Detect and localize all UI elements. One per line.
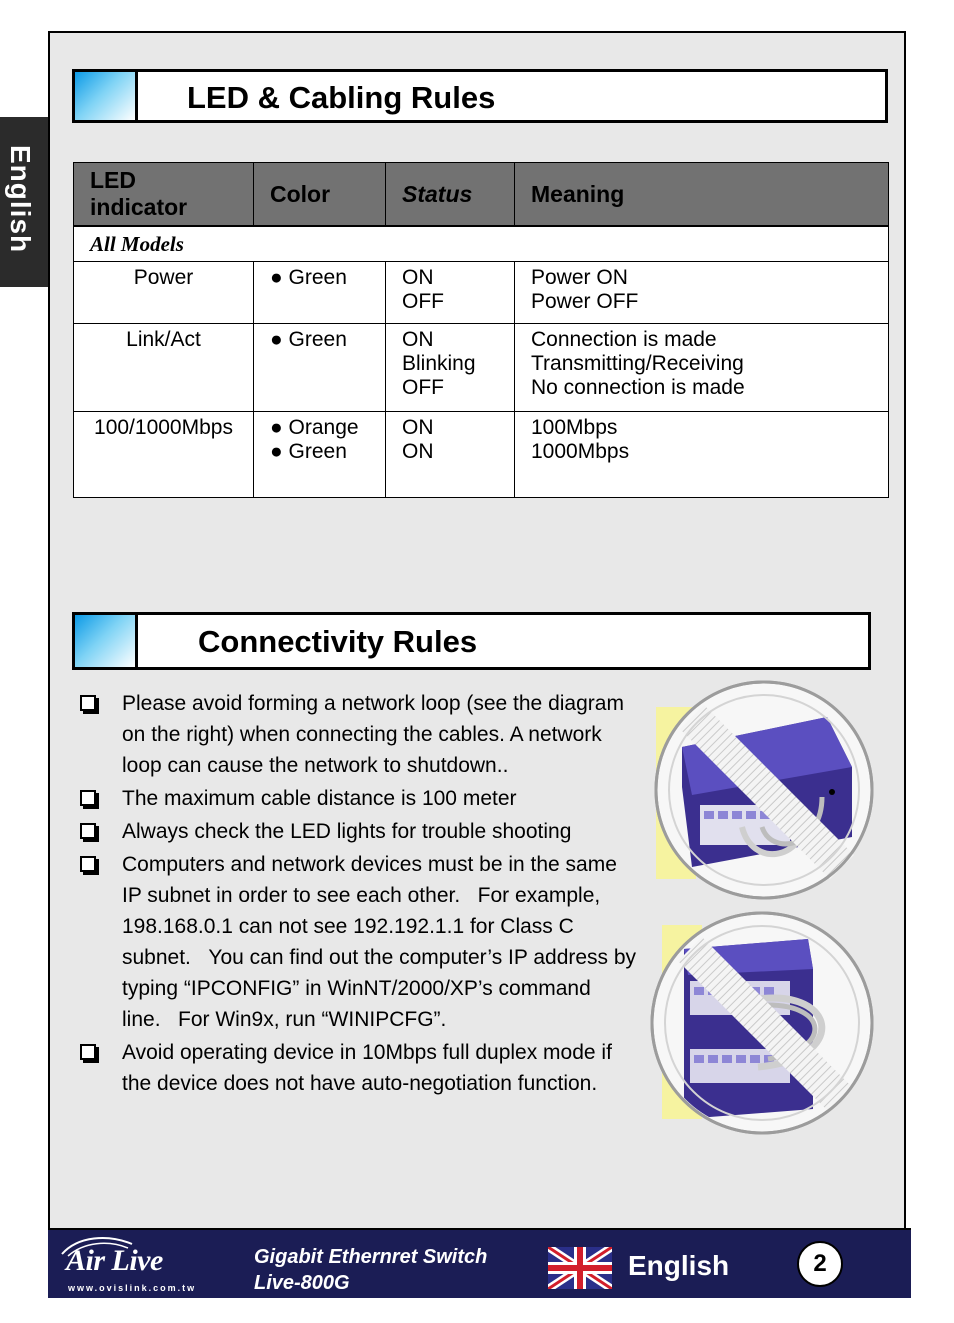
meaning-value: 1000Mbps xyxy=(531,440,630,463)
header-led-indicator: LED indicator xyxy=(74,163,254,227)
status-value: ON xyxy=(402,328,434,351)
uk-flag-icon xyxy=(548,1247,612,1289)
connectivity-rules-list xyxy=(78,688,638,1101)
table-row xyxy=(74,412,889,498)
network-loop-diagram-stacked xyxy=(648,909,876,1137)
color-value: ● Green xyxy=(270,328,347,351)
header-gradient-block xyxy=(75,72,138,120)
status-cell xyxy=(386,412,515,498)
meaning-cell xyxy=(515,324,889,412)
status-value: Blinking xyxy=(402,352,476,375)
group-label-all-models: All Models xyxy=(74,226,889,262)
table-row xyxy=(74,262,889,324)
list-item xyxy=(78,783,638,814)
header-gradient-block xyxy=(75,615,138,667)
header-status: Status xyxy=(386,163,515,227)
product-line-1: Gigabit Ethernret Switch xyxy=(254,1246,488,1268)
side-tab-label: English xyxy=(5,145,36,254)
rule-text: The maximum cable distance is 100 meter xyxy=(122,787,517,810)
connectivity-section-header xyxy=(72,612,871,670)
indicator-cell: Link/Act xyxy=(74,324,254,412)
meaning-value: Power OFF xyxy=(531,290,639,313)
color-value: ● Green xyxy=(270,266,347,289)
product-name xyxy=(254,1244,487,1296)
color-cell xyxy=(254,412,386,498)
header-color: Color xyxy=(254,163,386,227)
status-value: ON xyxy=(402,416,434,439)
status-cell xyxy=(386,324,515,412)
page-number: 2 xyxy=(797,1241,843,1287)
checkbox-bullet-icon xyxy=(80,856,96,872)
group-row xyxy=(74,226,889,262)
checkbox-bullet-icon xyxy=(80,695,96,711)
logo-url: www.ovislink.com.tw xyxy=(68,1283,197,1293)
list-item xyxy=(78,1037,638,1099)
list-item xyxy=(78,849,638,1035)
airlive-logo: Air Live xyxy=(66,1244,163,1277)
indicator-cell: Power xyxy=(74,262,254,324)
product-line-2: Live-800G xyxy=(254,1272,350,1294)
meaning-cell xyxy=(515,412,889,498)
page-footer xyxy=(48,1228,911,1298)
rule-text: Computers and network devices must be in the same IP subnet in order to see each other. For example, 198.168.0.1 can not see 192.192.1.1 for Class C subnet. You can find out the computer’s IP address by typing “IPCONFIG” in WinNT/2000/XP’s command line. For Win9x, run “WINIPCFG”. xyxy=(122,853,637,1031)
table-row xyxy=(74,324,889,412)
status-cell xyxy=(386,262,515,324)
meaning-value: Power ON xyxy=(531,266,628,289)
checkbox-bullet-icon xyxy=(80,790,96,806)
indicator-cell: 100/1000Mbps xyxy=(74,412,254,498)
checkbox-bullet-icon xyxy=(80,823,96,839)
language-side-tab xyxy=(0,117,48,287)
led-table xyxy=(73,162,889,498)
list-item xyxy=(78,816,638,847)
list-item xyxy=(78,688,638,781)
meaning-value: 100Mbps xyxy=(531,416,618,439)
status-value: OFF xyxy=(402,290,444,313)
meaning-value: Connection is made xyxy=(531,328,717,351)
meaning-value: No connection is made xyxy=(531,376,745,399)
meaning-value: Transmitting/Receiving xyxy=(531,352,744,375)
led-section-title: LED & Cabling Rules xyxy=(187,80,496,115)
checkbox-bullet-icon xyxy=(80,1044,96,1060)
footer-language-label: English xyxy=(628,1250,730,1281)
status-value: OFF xyxy=(402,376,444,399)
connectivity-section-title: Connectivity Rules xyxy=(198,624,478,659)
rule-text: Always check the LED lights for trouble shooting xyxy=(122,820,572,843)
network-loop-diagram-single xyxy=(652,677,880,903)
header-meaning: Meaning xyxy=(515,163,889,227)
rule-text: Avoid operating device in 10Mbps full duplex mode if the device does not have auto-negotiation function. xyxy=(122,1041,612,1095)
table-header-row xyxy=(74,163,889,227)
rule-text: Please avoid forming a network loop (see the diagram on the right) when connecting the cables. A network loop can cause the network to shutdown.. xyxy=(122,692,624,777)
color-value: ● Orange xyxy=(270,416,359,439)
status-value: ON xyxy=(402,266,434,289)
color-value: ● Green xyxy=(270,440,347,463)
color-cell xyxy=(254,262,386,324)
led-section-header xyxy=(72,69,888,123)
status-value: ON xyxy=(402,440,434,463)
color-cell xyxy=(254,324,386,412)
meaning-cell xyxy=(515,262,889,324)
